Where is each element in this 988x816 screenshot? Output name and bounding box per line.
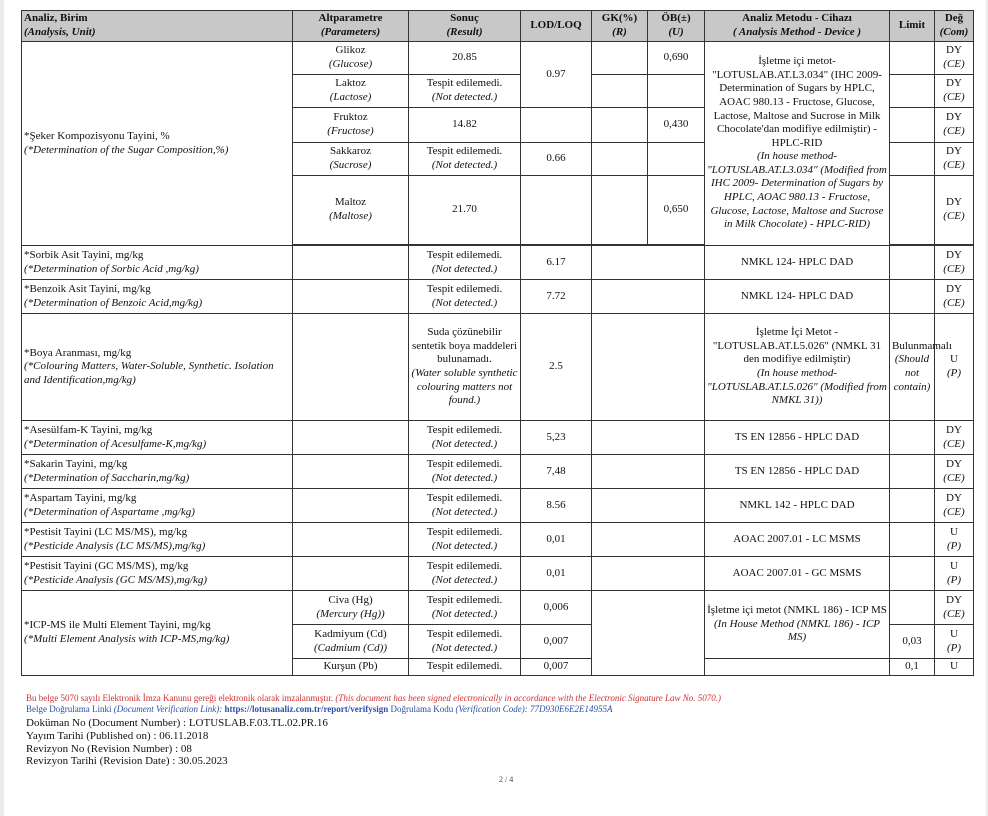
signature-notice: Bu belge 5070 sayılı Elektronik İmza Kanunu gereği elektronik olarak imzalanmıştır. (This document has been signed electronically in accordance with the Electronic Signature Law No. 5070.) (26, 693, 722, 703)
revision-date: Revizyon Tarihi (Revision Date) : 30.05.2023 (26, 755, 228, 768)
table-row: *Şeker Kompozisyonu Tayini, % (*Determination of the Sugar Composition,%) Glikoz (Glucose) 20.85 0.97 0,690 İşletme içi metot- "LOTUSLAB.AT.L3.034" (IHC 2009- Determination of Sugars by HPLC, AOAC 980.13 - Fructose, Glucose, Lactose, Maltose and Sucrose in Milk Chocolate'dan modifiye edilmiştir) - HPLC-RID (In house method- "LOTUSLAB.AT.L3.034" (Modified from IHC 2009- Determination of Sugars by HPLC, AOAC 980.13 - Fructose, Glucose, Lactose, Maltose and Sucrose in Milk Chocolate) - HPLC-RID) DY (CE) (22, 42, 974, 75)
sugar-method-cell: İşletme içi metot- "LOTUSLAB.AT.L3.034" (IHC 2009- Determination of Sugars by HPLC, AOAC 980.13 - Fructose, Glucose, Lactose, Maltose and Sucrose in Milk Chocolate'dan modifiye edilmiştir) - HPLC-RID (In house method- "LOTUSLAB.AT.L3.034" (Modified from IHC 2009- Determination of Sugars by HPLC, AOAC 980.13 - Fructose, Glucose, Lactose, Maltose and Sucrose in Milk Chocolate) - HPLC-RID) (705, 42, 890, 246)
col-lodloq: LOD/LOQ (521, 11, 592, 42)
table-row: Maltoz (Maltose) 21.70 0,650 DY (CE) (22, 176, 974, 245)
table-row: Kadmiyum (Cd) (Cadmium (Cd)) Tespit edilemedi. (Not detected.) 0,007 0,03 U (P) (22, 625, 974, 659)
col-limit: Limit (890, 11, 935, 42)
published-date: Yayım Tarihi (Published on) : 06.11.2018 (26, 729, 209, 742)
table-row: *Asesülfam-K Tayini, mg/kg (*Determination of Acesulfame-K,mg/kg) Tespit edilemedi. (Not detected.) 5,23 TS EN 12856 - HPLC DAD DY (CE) (22, 421, 974, 455)
table-row: *Aspartam Tayini, mg/kg (*Determination of Aspartame ,mg/kg) Tespit edilemedi. (Not detected.) 8.56 NMKL 142 - HPLC DAD DY (CE) (22, 489, 974, 523)
col-gk: GK(%) (R) (592, 11, 648, 42)
table-row: *Benzoik Asit Tayini, mg/kg (*Determination of Benzoic Acid,mg/kg) Tespit edilemedi. (Not detected.) 7.72 NMKL 124- HPLC DAD DY (CE) (22, 280, 974, 314)
table-row: Fruktoz (Fructose) 14.82 0,430 DY (CE) (22, 108, 974, 143)
document-footer (26, 693, 976, 768)
verification-code: 77D930E6E2E14955A (530, 704, 613, 714)
document-meta (26, 717, 976, 768)
report-page (4, 0, 986, 816)
sugar-analysis-cell: *Şeker Kompozisyonu Tayini, % (*Determination of the Sugar Composition,%) (22, 42, 293, 246)
table-row: *ICP-MS ile Multi Element Tayini, mg/kg (*Multi Element Analysis with ICP-MS,mg/kg) Civa (Hg) (Mercury (Hg)) Tespit edilemedi. (Not detected.) 0,006 İşletme içi metot (NMKL 186) - ICP MS (In House Method (NMKL 186) - ICP MS) DY (CE) (22, 591, 974, 625)
table-header (22, 11, 974, 42)
table-row: *Boya Aranması, mg/kg (*Colouring Matters, Water-Soluble, Synthetic. Isolation and Identification,mg/kg) Suda çözünebilir sentetik boya maddeleri bulunamadı. (Water soluble synthetic colouring matters not found.) 2.5 İşletme İçi Metot - "LOTUSLAB.AT.L5.026" (NMKL 31 den modifiye edilmiştir) (In house method- "LOTUSLAB.AT.L5.026" (Modified from NMKL 31)) Bulunmamalı (Should not contain) U (P) (22, 314, 974, 421)
table-row: *Pestisit Tayini (LC MS/MS), mg/kg (*Pesticide Analysis (LC MS/MS),mg/kg) Tespit edilemedi. (Not detected.) 0,01 AOAC 2007.01 - LC MSMS U (P) (22, 523, 974, 557)
table-row: *Pestisit Tayini (GC MS/MS), mg/kg (*Pesticide Analysis (GC MS/MS),mg/kg) Tespit edilemedi. (Not detected.) 0,01 AOAC 2007.01 - GC MSMS U (P) (22, 557, 974, 591)
verification-line: Belge Doğrulama Linki (Document Verification Link): https://lotusanaliz.com.tr/report/verifysign Doğrulama Kodu (Verification Code): 77D930E6E2E14955A (26, 704, 613, 714)
verification-link[interactable]: https://lotusanaliz.com.tr/report/verifysign (224, 704, 389, 714)
col-ob: ÖB(±) (U) (648, 11, 705, 42)
table-row: Sakkaroz (Sucrose) Tespit edilemedi. (Not detected.) 0.66 DY (CE) (22, 143, 974, 176)
doc-number: Doküman No (Document Number) : LOTUSLAB.F.03.TL.02.PR.16 (26, 717, 328, 729)
results-table (21, 10, 974, 676)
table-row: *Sorbik Asit Tayini, mg/kg (*Determination of Sorbic Acid ,mg/kg) Tespit edilemedi. (Not detected.) 6.17 NMKL 124- HPLC DAD DY (CE) (22, 246, 974, 280)
col-comment: Değ (Com) (935, 11, 974, 42)
icp-analysis-cell: *ICP-MS ile Multi Element Tayini, mg/kg (*Multi Element Analysis with ICP-MS,mg/kg) (22, 591, 293, 676)
table-row: *Sakarin Tayini, mg/kg (*Determination of Saccharin,mg/kg) Tespit edilemedi. (Not detected.) 7,48 TS EN 12856 - HPLC DAD DY (CE) (22, 455, 974, 489)
revision-number: Revizyon No (Revision Number) : 08 (26, 742, 192, 755)
col-parameter: Altparametre (Parameters) (293, 11, 409, 42)
col-analysis: Analiz, Birim (Analysis, Unit) (22, 11, 293, 42)
col-result: Sonuç (Result) (409, 11, 521, 42)
col-method: Analiz Metodu - Cihazı ( Analysis Method - Device ) (705, 11, 890, 42)
table-row: Laktoz (Lactose) Tespit edilemedi. (Not detected.) DY (CE) (22, 75, 974, 108)
page-number: 2 / 4 (499, 775, 514, 784)
table-row: Kurşun (Pb) Tespit edilemedi. 0,007 0,1 U (22, 659, 974, 676)
